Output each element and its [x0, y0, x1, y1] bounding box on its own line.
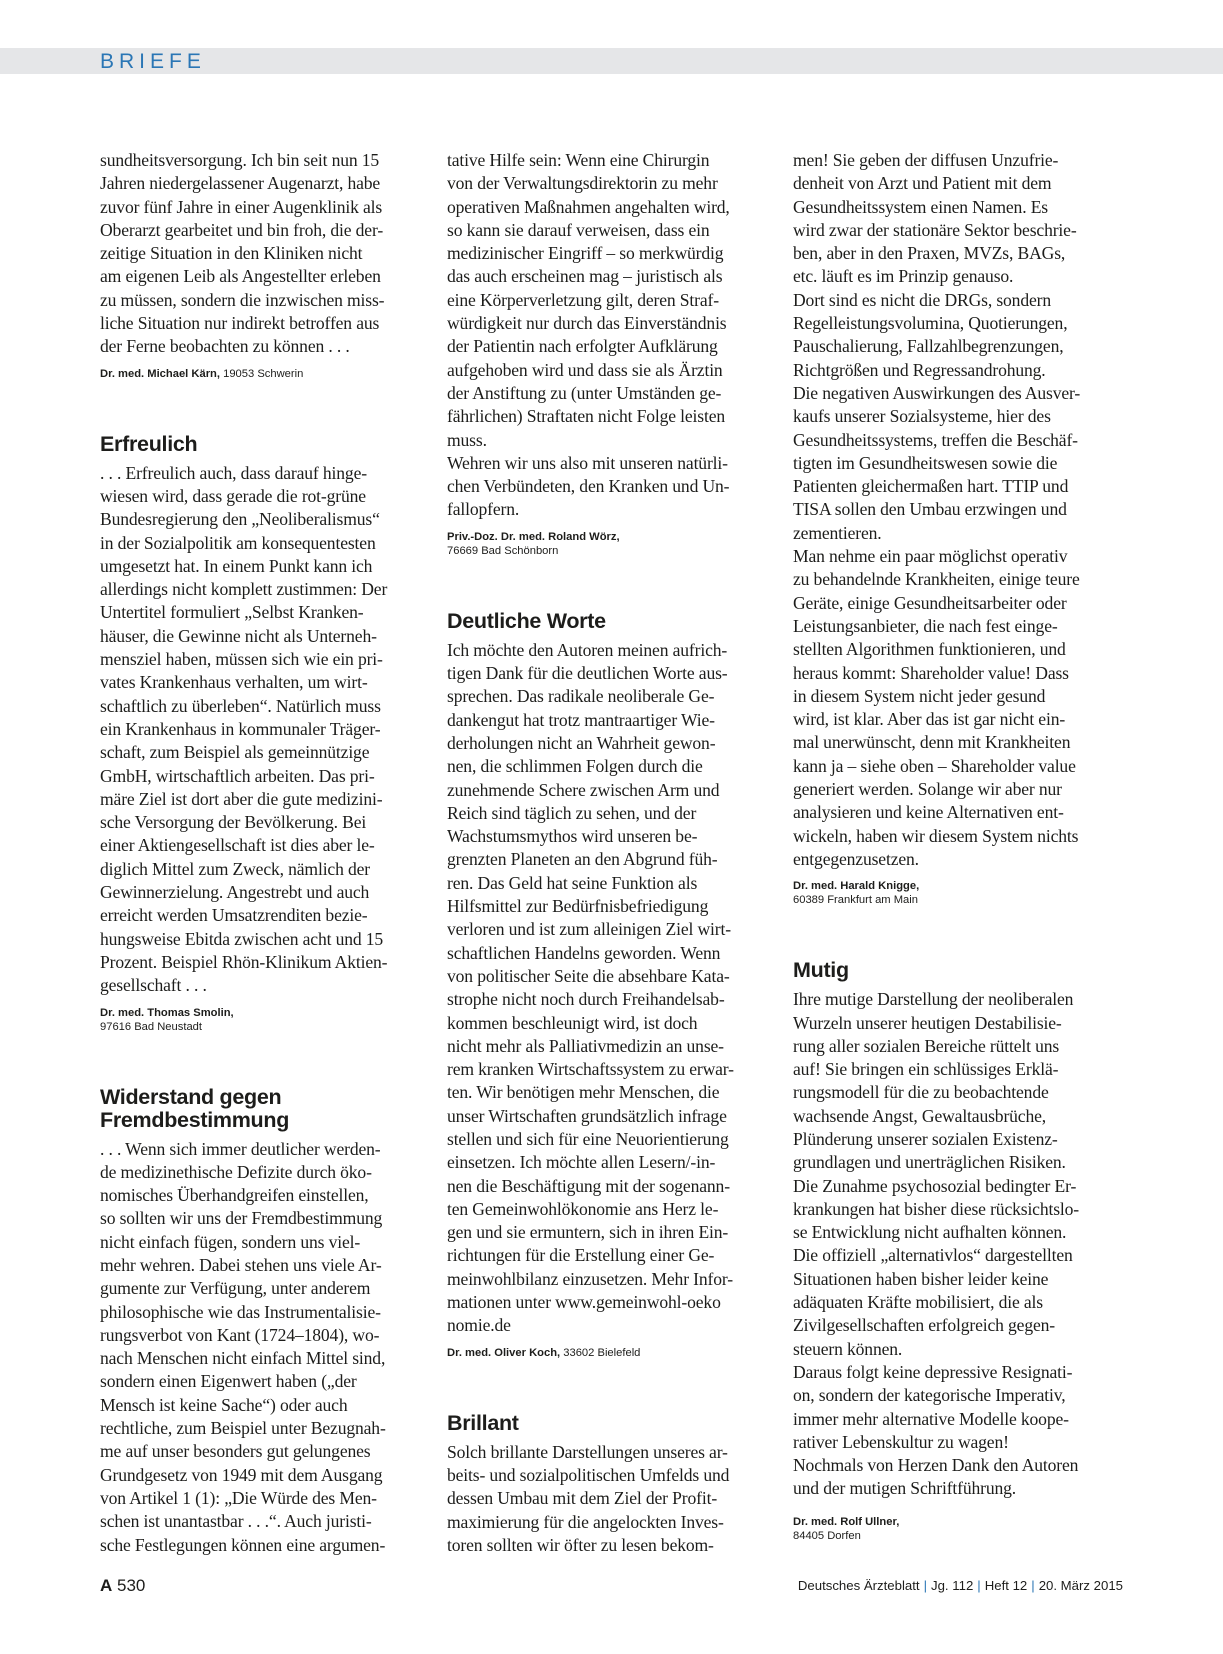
letter-signature — [793, 1515, 1128, 1543]
column-3 — [793, 149, 1128, 1543]
signature-name: Dr. med. Michael Kärn, — [100, 367, 220, 380]
signature-name: Dr. med. Rolf Ullner, — [793, 1515, 900, 1528]
letter-signature — [447, 1346, 782, 1360]
letter-heading-widerstand: Widerstand gegen Fremdbestimmung — [100, 1084, 290, 1132]
footer-separator: | — [1031, 1578, 1035, 1593]
signature-place: 84405 Dorfen — [793, 1529, 861, 1542]
signature-name: Priv.-Doz. Dr. med. Roland Wörz, — [447, 530, 620, 543]
journal-name: Deutsches Ärzteblatt — [797, 1578, 920, 1593]
signature-place: 19053 Schwerin — [220, 367, 304, 380]
letter-signature — [100, 367, 435, 381]
signature-place: 97616 Bad Neustadt — [100, 1020, 203, 1033]
page-prefix: A — [100, 1576, 113, 1595]
letter-heading-deutliche-worte: Deutliche Worte — [447, 608, 606, 633]
page-number — [100, 1576, 145, 1596]
signature-name: Dr. med. Thomas Smolin, — [100, 1006, 234, 1019]
signature-place: 60389 Frankfurt am Main — [793, 894, 918, 907]
letter-heading-brillant: Brillant — [447, 1410, 519, 1435]
letter-continuation-text: men! Sie geben der diffusen Unzufrie- denheit von Arzt und Patient mit dem Gesundheitssystem einen Namen. Es wird zwar der stationäre Sektor beschrie- ben, aber in den Praxen, MVZs, BAGs, etc. läuft es im Prinzip genauso. Dort sind es nicht die DRGs, sondern Regelleistungsvolumina, Quotierungen, Pauschalierung, Fallzahlbegrenzungen, Richtgrößen und Regressandrohung. Die negativen Auswirkungen des Ausver- kaufs unserer Sozialsysteme, hier des Gesundheitssystems, treffen die Beschäf- tigten im Gesundheitswesen sowie die Patienten gleichermaßen hart. TTIP und TISA sollen den Umbau erzwingen und zementieren. Man nehme ein paar möglichst operativ zu behandelnde Krankheiten, einige teure Geräte, einige Gesundheitsarbeiter oder Leistungsanbieter, die nach fest einge- stellten Algorithmen funktionieren, und heraus kommt: Shareholder value! Dass in diesem System nicht jeder gesund wird, ist klar. Aber das ist gar nicht ein- mal unerwünscht, denn mit Krankheiten kann ja – siehe oben – Shareholder value generiert werden. Solange wir aber nur analysieren und keine Alternativen ent- wickeln, haben wir diesem System nichts entgegenzusetzen. — [793, 150, 1081, 869]
footer-separator: | — [923, 1578, 927, 1593]
letter-continuation-text: sundheitsversorgung. Ich bin seit nun 15 Jahren niedergelassener Augenarzt, habe zuvor fünf Jahre in einer Augenklinik als Oberarzt gearbeitet und bin froh, die der- zeitige Situation in den Kliniken nicht am eigenen Leib als Angestellter erleben zu müssen, sondern die inzwischen miss- liche Situation nur indirekt betroffen aus der Ferne beobachten zu können . . . — [100, 150, 385, 357]
letter-signature — [793, 879, 1128, 907]
journal-issue: Heft 12 — [984, 1578, 1028, 1593]
publication-info — [798, 1578, 1123, 1593]
letter-heading-mutig: Mutig — [793, 958, 849, 983]
letter-body: . . . Wenn sich immer deutlicher werden- de medizinethische Defizite durch öko- nomisches Überhandgreifen einstellen, so sollten wir uns der Fremdbestimmung nicht einfach fügen, sondern uns viel- mehr wehren. Dabei stehen uns viele Ar- gumente zur Verfügung, unter anderem philosophische wie das Instrumentalisie- rungsverbot von Kant (1724–1804), wo- nach Menschen nicht einfach Mittel sind, sondern einen Eigenwert haben („der Mensch ist keine Sache“) oder auch rechtliche, zum Beispiel unter Bezugnah- me auf unser besonders gut gelungenes Grundgesetz von 1949 mit dem Ausgang von Artikel 1 (1): „Die Würde des Men- schen ist unantastbar . . .“. Auch juristi- sche Festlegungen können eine argumen- — [100, 1138, 386, 1555]
page-number-value: 530 — [117, 1576, 146, 1595]
signature-place: 33602 Bielefeld — [560, 1346, 641, 1359]
letter-signature — [447, 530, 782, 558]
section-title: BRIEFE — [100, 50, 206, 73]
signature-name: Dr. med. Harald Knigge, — [793, 880, 920, 893]
letter-body: Solch brillante Darstellungen unseres ar- beits- und sozialpolitischen Umfelds und dessen Umbau mit dem Ziel der Profit- maximierung für die angelockten Inves- toren sollten wir öfter zu lesen bekom- — [447, 1441, 730, 1555]
footer-separator: | — [977, 1578, 981, 1593]
letter-continuation-text: tative Hilfe sein: Wenn eine Chirurgin von der Verwaltungsdirektorin zu mehr operativen Maßnahmen angehalten wird, so kann sie darauf verweisen, dass ein medizinischer Eingriff – so merkwürdig das auch erscheinen mag – juristisch als eine Körperverletzung gilt, deren Straf- würdigkeit nur durch das Einverständnis der Patientin nach erfolgter Aufklärung aufgehoben wird und dass sie als Ärztin der Anstiftung zu (unter Umständen ge- fährlichen) Straftaten nicht Folge leisten muss. Wehren wir uns also mit unseren natürli- chen Verbündeten, den Kranken und Un- fallopfern. — [447, 150, 730, 520]
signature-place: 76669 Bad Schönborn — [447, 544, 559, 557]
column-2 — [447, 149, 782, 1557]
journal-volume: Jg. 112 — [931, 1578, 974, 1593]
letter-body: . . . Erfreulich auch, dass darauf hinge- wiesen wird, dass gerade die rot-grüne Bundesregierung den „Neoliberalismus“ in der Sozialpolitik am konsequentesten umgesetzt hat. In einem Punkt kann ich allerdings nicht komplett zustimmen: Der Untertitel formuliert „Selbst Kranken- häuser, die Gewinne nicht als Unterneh- mensziel haben, müssen sich wie ein pri- vates Krankenhaus verhalten, um wirt- schaftlich zu überleben“. Natürlich muss ein Krankenhaus in kommunaler Träger- schaft, zum Beispiel als gemeinnützige GmbH, wirtschaftlich arbeiten. Das pri- märe Ziel ist dort aber die gute medizini- sche Versorgung der Bevölkerung. Bei einer Aktiengesellschaft ist dies aber le- diglich Mittel zum Zweck, nämlich der Gewinnerzielung. Angestrebt und auch erreicht werden Umsatzrenditen bezie- hungsweise Ebitda zwischen acht und 15 Prozent. Beispiel Rhön-Klinikum Aktien- gesellschaft . . . — [100, 462, 388, 996]
letter-heading-erfreulich: Erfreulich — [100, 431, 198, 456]
letter-body: Ich möchte den Autoren meinen aufrich- tigen Dank für die deutlichen Worte aus- sprechen. Das radikale neoliberale Ge- dankengut hat trotz mantraartiger Wie- derholungen nicht an Wahrheit gewon- nen, die schlimmen Folgen durch die zunehmende Schere zwischen Arm und Reich sind täglich zu sehen, und der Wachstumsmythos wird unseren be- grenzten Planeten an den Abgrund füh- ren. Das Geld hat seine Funktion als Hilfsmittel zur Bedürfnisbefriedigung verloren und ist zum alleinigen Ziel wirt- schaftlichen Handelns geworden. Wenn von politischer Seite die absehbare Kata- strophe nicht noch durch Freihandelsab- kommen beschleunigt wird, ist doch nicht mehr als Palliativmedizin an unse- rem kranken Wirtschaftssystem zu erwar- ten. Wir benötigen mehr Menschen, die unser Wirtschaften grundsätzlich infrage stellen und sich für eine Neuorientierung einsetzen. Ich möchte allen Lesern/-in- nen die Beschäftigung mit der sogenann- ten Gemeinwohlökonomie ans Herz le- gen und sie ermuntern, sich in ihren Ein- richtungen für die Erstellung einer Ge- meinwohlbilanz einzusetzen. Mehr Infor- mationen unter www.gemeinwohl-oeko nomie.de — [447, 639, 734, 1336]
column-1 — [100, 149, 435, 1557]
letter-body: Ihre mutige Darstellung der neoliberalen Wurzeln unserer heutigen Destabilisie- rung aller sozialen Bereiche rüttelt uns auf! Sie bringen ein schlüssiges Erklä- rungsmodell für die zu beobachtende wachsende Angst, Gewaltausbrüche, Plünderung unserer sozialen Existenz- grundlagen und unerträglichen Risiken. Die Zunahme psychosozial bedingter Er- krankungen hat bisher diese rücksichtslo- se Entwicklung nicht aufhalten können. Die offiziell „alternativlos“ dargestellten Situationen haben bisher leider keine adäquaten Kräfte mobilisiert, die als Zivilgesellschaften erfolgreich gegen- steuern können. Daraus folgt keine depressive Resignati- on, sondern der kategorische Imperativ, immer mehr alternative Modelle koope- rativer Lebenskultur zu wagen! Nochmals von Herzen Dank den Autoren und der mutigen Schriftführung. — [793, 989, 1080, 1499]
signature-name: Dr. med. Oliver Koch, — [447, 1346, 561, 1359]
letter-signature — [100, 1006, 435, 1034]
journal-date: 20. März 2015 — [1038, 1578, 1123, 1593]
